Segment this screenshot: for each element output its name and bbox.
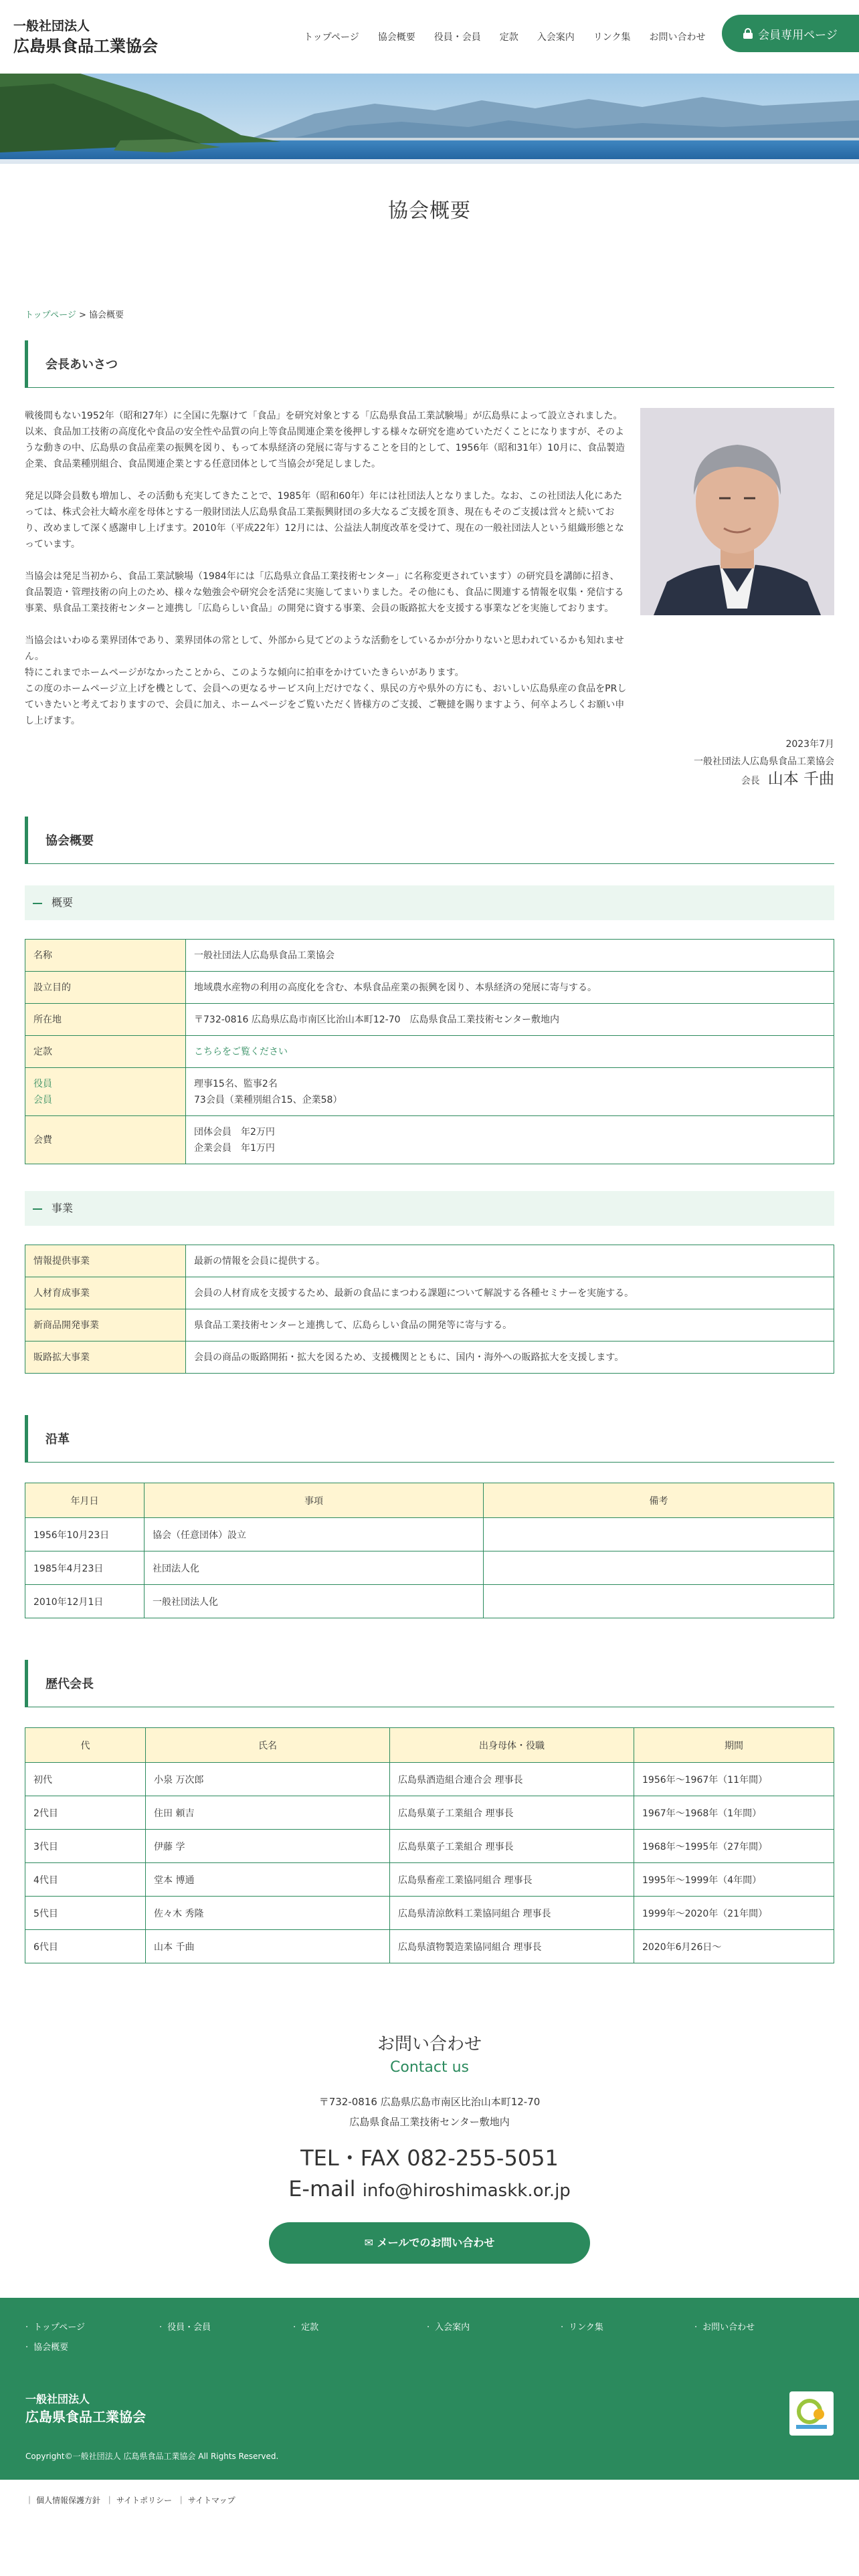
contact-tel [0, 2143, 859, 2173]
chair-title: 会長 [741, 776, 760, 786]
table-header-row [25, 1483, 834, 1518]
breadcrumb-home[interactable]: トップページ [25, 310, 76, 320]
row-value: 県食品工業技術センターと連携して、広島らしい食品の開発等に寄与する。 [186, 1309, 834, 1341]
presidents-table [25, 1727, 834, 1963]
page-title: 協会概要 [388, 199, 471, 223]
cell: 初代 [25, 1763, 146, 1796]
nav-top[interactable]: トップページ [304, 32, 359, 43]
greeting-closing-line: 特にこれまでホームページがなかったことから、このような傾向に拍車をかけていたきらいがあります。 [25, 667, 464, 678]
history-heading: 沿革 [25, 1415, 834, 1463]
badge-image [789, 2391, 834, 2436]
cell: 5代目 [25, 1897, 146, 1930]
mail-address: info@hiroshimaskk.or.jp [362, 2181, 571, 2201]
cell: 1995年〜1999年（4年間） [634, 1863, 834, 1897]
nav-contact[interactable]: お問い合わせ [649, 32, 706, 43]
table-row [25, 1004, 834, 1036]
seascape-image [0, 74, 859, 164]
nav-members[interactable]: 役員・会員 [434, 32, 481, 43]
cell: 協会（任意団体）設立 [145, 1518, 484, 1551]
cell: 1967年〜1968年（1年間） [634, 1796, 834, 1830]
cell: 山本 千曲 [146, 1930, 390, 1963]
member-page-button[interactable] [722, 15, 859, 52]
greeting-closing-line: この度のホームページ立上げを機として、会員への更なるサービス向上だけでなく、県民の方や県外の方にも、おいしい広島県産の食品をPRしていきたいと考えておりますので、会員に加え、ホームページをご覧いただく皆様方のご支援、ご鞭撻を賜りますよう、何卒よろしくお願い申し上げます。 [25, 683, 627, 726]
site-policy-link[interactable]: サイトポリシー [116, 2496, 173, 2505]
footer-nav-item[interactable]: · 入会案内 [427, 2318, 561, 2338]
portrait-image [640, 408, 834, 615]
footer-logo-line1: 一般社団法人 [25, 2393, 90, 2405]
breadcrumb [25, 308, 834, 320]
teikan-link[interactable]: こちらをご覧ください [194, 1046, 288, 1057]
row-value: 〒732-0816 広島県広島市南区比治山本町12-70 広島県食品工業技術センター敷地内 [186, 1004, 834, 1036]
history-table [25, 1483, 834, 1618]
col-header: 期間 [634, 1728, 834, 1763]
greeting-paragraph: 当協会は発足当初から、食品工業試験場（1984年には「広島県立食品工業技術センター」に名称変更されています）の研究員を講師に招き、食品製造・管理技術の向上のため、様々な勉強会や研究会を活発に実施してまいりました。その他にも、食品に関連する情報を収集・発信する事業、県食品工業技術センターと連携し「広島らしい食品」の開発に資する事業、会員の販路拡大を支援する事業などを実施しております。 [25, 571, 624, 614]
greeting-org: 一般社団法人広島県食品工業協会 [694, 756, 834, 767]
footer-nav [25, 2318, 835, 2358]
cell: 2010年12月1日 [25, 1585, 145, 1618]
cell: 広島県清涼飲料工業協同組合 理事長 [390, 1897, 634, 1930]
copyright: Copyright©一般社団法人 広島県食品工業協会 All Rights Reserved. [25, 2452, 279, 2461]
greeting-signature [25, 736, 834, 790]
table-row [25, 1116, 834, 1164]
cell: 1985年4月23日 [25, 1551, 145, 1585]
overview-heading: 協会概要 [25, 817, 834, 864]
cell: 3代目 [25, 1830, 146, 1863]
cell: 堂本 博通 [146, 1863, 390, 1897]
row-key: 名称 [25, 940, 186, 972]
cell: 佐々木 秀隆 [146, 1897, 390, 1930]
chairman-photo [640, 408, 834, 615]
cell: 6代目 [25, 1930, 146, 1963]
row-value: 一般社団法人広島県食品工業協会 [186, 940, 834, 972]
kaiin-link[interactable]: 会員 [33, 1094, 52, 1105]
address-line: 広島県食品工業技術センター敷地内 [349, 2116, 510, 2128]
presidents-heading: 歴代会長 [25, 1660, 834, 1707]
cool-choice-badge-icon[interactable] [789, 2391, 834, 2436]
bottom-links [0, 2480, 859, 2557]
address-line: 〒732-0816 広島県広島市南区比治山本町12-70 [318, 2096, 541, 2108]
separator: ｜ [105, 2496, 114, 2505]
footer-nav-item[interactable]: · リンク集 [561, 2318, 694, 2338]
cell: 一般社団法人化 [145, 1585, 484, 1618]
greeting-heading: 会長あいさつ [25, 340, 834, 388]
table-row [25, 1585, 834, 1618]
main-content [25, 308, 834, 1963]
row-key: 新商品開発事業 [25, 1309, 186, 1341]
kaiin-value: 73会員（業種別組合15、企業58） [194, 1094, 343, 1105]
greeting-date: 2023年7月 [785, 739, 834, 750]
table-row [25, 1277, 834, 1309]
table-row [25, 1930, 834, 1963]
greeting-closing-line: 当協会はいわゆる業界団体であり、業界団体の常として、外部から見てどのような活動をしているかが分かりないと思われているかも知れません。 [25, 635, 624, 662]
logo-line2: 広島県食品工業協会 [13, 37, 158, 56]
table-row [25, 1863, 834, 1897]
contact-title-en: Contact us [390, 2059, 469, 2076]
table-row [25, 1518, 834, 1551]
footer-logo[interactable] [25, 2391, 146, 2426]
tel-link[interactable]: 082-255-5051 [407, 2145, 559, 2171]
hero-banner [0, 74, 859, 164]
row-value: 地域農水産物の利用の高度化を含む、本県食品産業の振興を図り、本県経済の発展に寄与する。 [186, 972, 834, 1004]
row-key: 人材育成事業 [25, 1277, 186, 1309]
nav-join[interactable]: 入会案内 [537, 32, 575, 43]
cell: 4代目 [25, 1863, 146, 1897]
separator: ｜ [177, 2496, 185, 2505]
jigyo-sub-label: 事業 [52, 1202, 74, 1214]
row-value: 会員の人材育成を支援するため、最新の食品にまつわる課題について解説する各種セミナーを実施する。 [186, 1277, 834, 1309]
table-row [25, 1830, 834, 1863]
overview-sub-label: 概要 [52, 896, 74, 909]
cell: 広島県畜産工業協同組合 理事長 [390, 1863, 634, 1897]
footer-nav-item[interactable]: · 役員・会員 [159, 2318, 293, 2338]
greeting-paragraph: 戦後間もない1952年（昭和27年）に全国に先駆けて「食品」を研究対象とする「広島県食品工業試験場」が広島県によって設立されました。以来、食品加工技術の高度化や食品の安全性や品質の向上等食品関連企業を後押しする様々な研究を進めていただくことになりますが、そのような動きの中、広島県の食品産業の振興を図り、もって本県経済の発展に寄与することを目的として、1956年（昭和31年）10月に、食品製造企業、食品業種別組合、食品関連企業とする任意団体として当協会が発足しました。 [25, 411, 625, 469]
kaihi-value: 企業会員 年1万円 [194, 1142, 275, 1154]
dash-icon [33, 903, 42, 904]
contact-mail [0, 2173, 859, 2206]
footer-logo-line2: 広島県食品工業協会 [25, 2409, 146, 2425]
site-header [0, 0, 859, 74]
greeting-paragraph: 発足以降会員数も増加し、その活動も充実してきたことで、1985年（昭和60年）年には社団法人となりました。なお、この社団法人化にあたっては、株式会社大崎水産を母体とする一般財団法人広島県食品工業振興財団の多大なるご支援を頂き、現在もそのご支援は営々と続いており、改めまして深く感謝申し上げます。2010年（平成22年）12月には、公益法人制度改革を受けて、現在の一般社団法人という組織形態となっています。 [25, 491, 624, 550]
member-button-label: 会員専用ページ [758, 28, 838, 42]
chair-name: 山本 千曲 [767, 770, 834, 788]
col-header: 代 [25, 1728, 146, 1763]
nav-teikan[interactable]: 定款 [499, 32, 518, 43]
sitemap-link[interactable]: サイトマップ [187, 2496, 235, 2505]
cell: 広島県菓子工業組合 理事長 [390, 1796, 634, 1830]
col-header: 年月日 [25, 1483, 145, 1518]
row-key: 定款 [25, 1036, 186, 1068]
row-key: 販路拡大事業 [25, 1341, 186, 1374]
row-key: 情報提供事業 [25, 1245, 186, 1277]
kaihi-value: 団体会員 年2万円 [194, 1126, 275, 1138]
cell: 住田 頼吉 [146, 1796, 390, 1830]
jigyo-table [25, 1245, 834, 1374]
row-value: 会員の商品の販路開拓・拡大を図るため、支援機関とともに、国内・海外への販路拡大を支援します。 [186, 1341, 834, 1374]
footer-nav-item[interactable]: · トップページ [25, 2318, 159, 2338]
col-header: 事項 [145, 1483, 484, 1518]
table-row [25, 1763, 834, 1796]
table-row [25, 1036, 834, 1068]
yakuin-value: 理事15名、監事2名 [194, 1078, 278, 1089]
yakuin-link[interactable]: 役員 [33, 1078, 52, 1089]
nav-about[interactable]: 協会概要 [377, 32, 415, 43]
privacy-link[interactable]: 個人情報保護方針 [36, 2496, 101, 2505]
cell: 広島県菓子工業組合 理事長 [390, 1830, 634, 1863]
cell: 伊藤 学 [146, 1830, 390, 1863]
cell: 小泉 万次郎 [146, 1763, 390, 1796]
table-row [25, 1796, 834, 1830]
cell: 1999年〜2020年（21年間） [634, 1897, 834, 1930]
contact-title: お問い合わせ [377, 2034, 482, 2054]
overview-subheading [25, 885, 834, 920]
table-row [25, 1551, 834, 1585]
jigyo-subheading [25, 1191, 834, 1226]
col-header: 氏名 [146, 1728, 390, 1763]
cell [484, 1585, 834, 1618]
cell: 広島県漬物製造業協同組合 理事長 [390, 1930, 634, 1963]
cell: 1956年10月23日 [25, 1518, 145, 1551]
mail-label: E-mail [288, 2176, 363, 2202]
lock-icon [743, 28, 753, 39]
contact-address [0, 2092, 859, 2132]
greeting-section [25, 408, 834, 790]
nav-links[interactable]: リンク集 [593, 32, 631, 43]
global-nav [294, 29, 714, 45]
site-logo[interactable] [13, 17, 158, 57]
row-key: 会費 [25, 1116, 186, 1164]
footer-nav-item[interactable]: · 定款 [293, 2318, 427, 2338]
separator: ｜ [25, 2496, 34, 2505]
table-row [25, 972, 834, 1004]
row-key: 所在地 [25, 1004, 186, 1036]
footer-nav-item[interactable]: · 協会概要 [25, 2338, 159, 2358]
table-row [25, 1309, 834, 1341]
row-key: 設立目的 [25, 972, 186, 1004]
dash-icon [33, 1208, 42, 1210]
table-row [25, 940, 834, 972]
overview-table [25, 939, 834, 1164]
breadcrumb-sep: > [76, 310, 90, 320]
col-header: 備考 [484, 1483, 834, 1518]
mail-icon: ✉ [364, 2236, 377, 2249]
mail-contact-button[interactable] [269, 2222, 590, 2264]
cell [484, 1518, 834, 1551]
site-footer [0, 2298, 859, 2480]
table-row [25, 1068, 834, 1116]
logo-line1: 一般社団法人 [13, 19, 90, 33]
greeting-text [25, 408, 627, 729]
mail-button-label: メールでのお問い合わせ [377, 2236, 495, 2249]
cell: 社団法人化 [145, 1551, 484, 1585]
cell: 1968年〜1995年（27年間） [634, 1830, 834, 1863]
table-row [25, 1245, 834, 1277]
cell: 1956年〜1967年（11年間） [634, 1763, 834, 1796]
table-row [25, 1341, 834, 1374]
col-header: 出身母体・役職 [390, 1728, 634, 1763]
contact-section [0, 2004, 859, 2298]
cell [484, 1551, 834, 1585]
table-header-row [25, 1728, 834, 1763]
breadcrumb-current: 協会概要 [89, 310, 124, 320]
cell: 2代目 [25, 1796, 146, 1830]
footer-nav-item[interactable]: · お問い合わせ [694, 2318, 828, 2338]
row-value: 最新の情報を会員に提供する。 [186, 1245, 834, 1277]
cell: 広島県酒造組合連合会 理事長 [390, 1763, 634, 1796]
cell: 2020年6月26日〜 [634, 1930, 834, 1963]
table-row [25, 1897, 834, 1930]
tel-label: TEL・FAX [300, 2145, 407, 2171]
